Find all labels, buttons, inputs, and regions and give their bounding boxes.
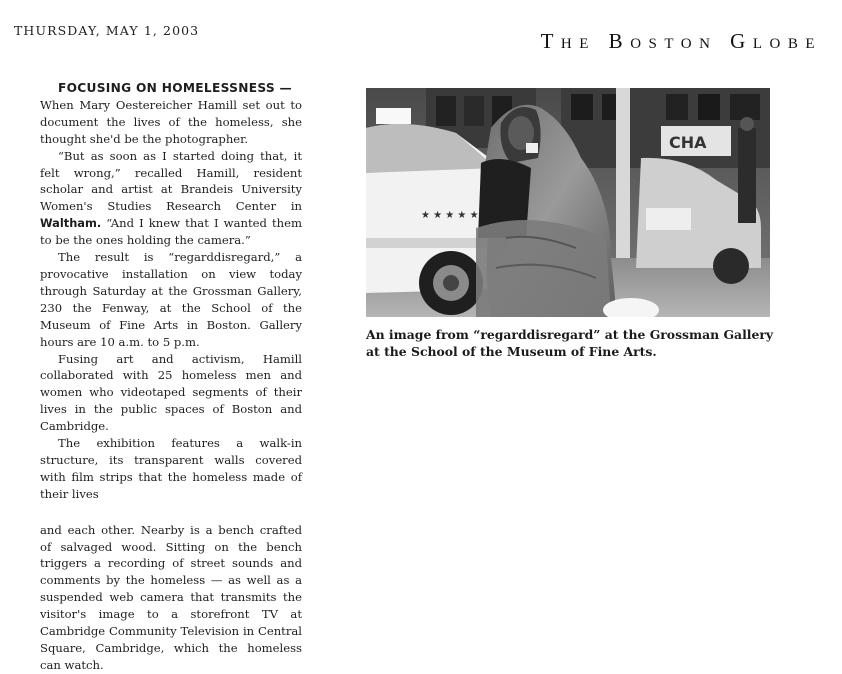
column-break <box>40 503 302 522</box>
storefront-sign-text: CHA <box>669 133 707 152</box>
news-photo <box>366 88 770 317</box>
svg-text:★ ★ ★ ★ ★: ★ ★ ★ ★ ★ <box>421 210 479 221</box>
article-paragraph-5: The exhibition features a walk-in structure, its transparent walls covered with film strips that the homeless made of their lives <box>40 436 302 501</box>
newspaper-masthead: The Boston Globe <box>540 29 822 53</box>
location-name: Waltham. <box>40 216 102 231</box>
article-body <box>40 80 302 674</box>
photo-caption: An image from “regarddisregard” at the Grossman Gallery at the School of the Museum of Fine Arts. <box>366 327 774 359</box>
photo-illustration <box>366 88 770 317</box>
article-paragraph-2 <box>40 148 302 249</box>
article-paragraph-3: The result is “regarddisregard,” a provocative installation on view today through Saturday at the Grossman Gallery, 230 the Fenway, at the School of the Museum of Fine Arts in Boston. Gallery hours are 10 a.m. to 5 p.m. <box>40 250 302 349</box>
article-paragraph-2-text-a: “But as soon as I started doing that, it felt wrong,” recalled Hamill, resident scholar and artist at Brandeis University Women's Studies Research Center in <box>40 148 302 214</box>
article-paragraph-1 <box>40 80 302 148</box>
dateline: THURSDAY, MAY 1, 2003 <box>14 23 200 38</box>
article-paragraph-4: Fusing art and activism, Hamill collaborated with 25 homeless men and women who videotaped segments of their lives in the public spaces of Boston and Cambridge. <box>40 351 302 434</box>
article-headline: FOCUSING ON HOMELESSNESS — <box>58 81 292 95</box>
article-paragraph-6: and each other. Nearby is a bench crafted of salvaged wood. Sitting on the bench triggers a recording of street sounds and comments by the homeless — as well as a suspended web camera that transmits the visitor's image to a storefront TV at Cambridge Community Television in Central Square, Cambridge, which the homeless can watch. <box>40 522 302 672</box>
article-paragraph-2-text-b: “And I knew that I wanted them to be the ones holding the camera.” <box>40 216 302 248</box>
article-paragraph-1-text: When Mary Oestereicher Hamill set out to document the lives of the homeless, she thought she'd be the photographer. <box>40 97 302 146</box>
